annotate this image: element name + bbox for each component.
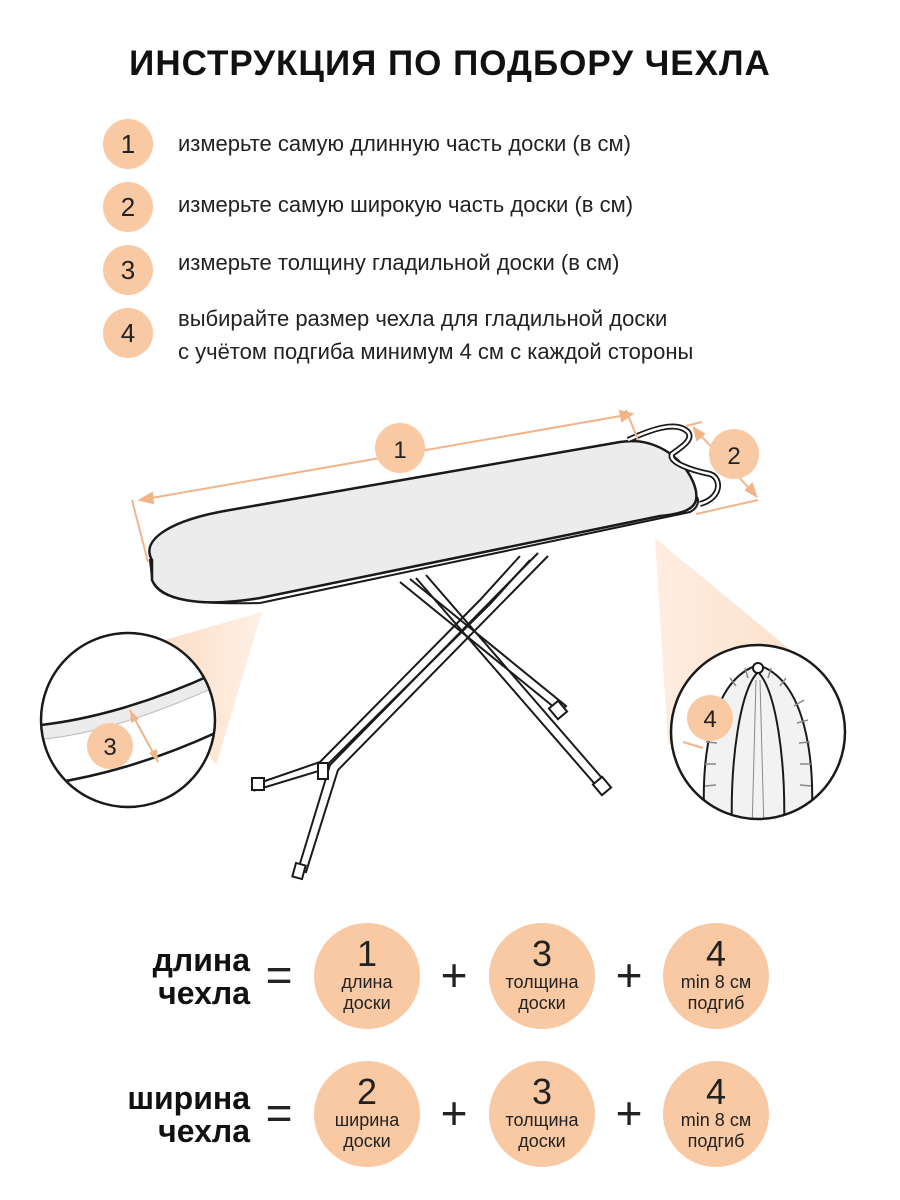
term-caption-line-1: min 8 см [680, 972, 752, 992]
term-caption-line-2: подгиб [687, 993, 745, 1013]
formula-width-term-2 [489, 1061, 595, 1167]
plus-sign: + [440, 1087, 468, 1139]
formula-length-label [95, 944, 250, 1010]
step-2-text [178, 188, 633, 221]
page-title: ИНСТРУКЦИЯ ПО ПОДБОРУ ЧЕХЛА [129, 44, 771, 83]
formula-width-term-1 [314, 1061, 420, 1167]
term-caption-line-1: толщина [505, 1110, 579, 1130]
formula-length-label-line-1: длина [152, 942, 250, 978]
plus-sign: + [615, 949, 643, 1001]
step-2-line: измерьте самую широкую часть доски (в см) [178, 192, 634, 217]
step-3-text [178, 246, 619, 279]
term-caption-line-1: толщина [505, 972, 579, 992]
step-4-text [178, 302, 693, 368]
step-3-badge: 3 [103, 245, 153, 295]
ironing-board-diagram [0, 390, 900, 900]
formula-length-term-1 [314, 923, 420, 1029]
width-marker: 2 [727, 443, 741, 470]
thickness-marker: 3 [103, 734, 117, 761]
term-number: 4 [705, 933, 727, 974]
step-3-line: измерьте толщину гладильной доски (в см) [178, 250, 620, 275]
term-number: 3 [531, 1071, 553, 1112]
equals-sign: = [265, 1087, 293, 1139]
step-1-badge: 1 [103, 119, 153, 169]
term-caption-line-2: доски [343, 1131, 391, 1151]
leg-a [400, 579, 566, 712]
fold-marker: 4 [703, 706, 717, 733]
length-marker: 1 [393, 437, 407, 464]
term-caption-line-2: доски [518, 993, 566, 1013]
plus-sign: + [440, 949, 468, 1001]
term-caption-line-1: min 8 см [680, 1110, 752, 1130]
step-4-line-2: с учётом подгиба минимум 4 см с каждой стороны [178, 339, 694, 364]
step-2-badge: 2 [103, 182, 153, 232]
formula-length-label-line-2: чехла [158, 975, 250, 1011]
term-number: 1 [356, 933, 378, 974]
term-caption-line-2: подгиб [687, 1131, 745, 1151]
step-4-badge: 4 [103, 308, 153, 358]
equals-sign: = [265, 949, 293, 1001]
term-caption-line-1: ширина [334, 1110, 400, 1130]
formula-width-label-line-2: чехла [158, 1113, 250, 1149]
term-number: 2 [356, 1071, 378, 1112]
board-top [149, 441, 696, 602]
step-1-text [178, 127, 631, 160]
term-caption-line-2: доски [343, 993, 391, 1013]
term-caption-line-1: длина [341, 972, 393, 992]
term-number: 4 [705, 1071, 727, 1112]
zoom-circle-fold [671, 645, 845, 830]
term-caption-line-2: доски [518, 1131, 566, 1151]
step-4-line-1: выбирайте размер чехла для гладильной доски [178, 306, 668, 331]
formula-width-term-3 [663, 1061, 769, 1167]
term-number: 3 [531, 933, 553, 974]
step-1-line: измерьте самую длинную часть доски (в см) [178, 131, 632, 156]
formula-width-label [95, 1082, 250, 1148]
formula-width-label-line-1: ширина [127, 1080, 250, 1116]
formula-length-term-2 [489, 923, 595, 1029]
formula-length-term-3 [663, 923, 769, 1029]
plus-sign: + [615, 1087, 643, 1139]
